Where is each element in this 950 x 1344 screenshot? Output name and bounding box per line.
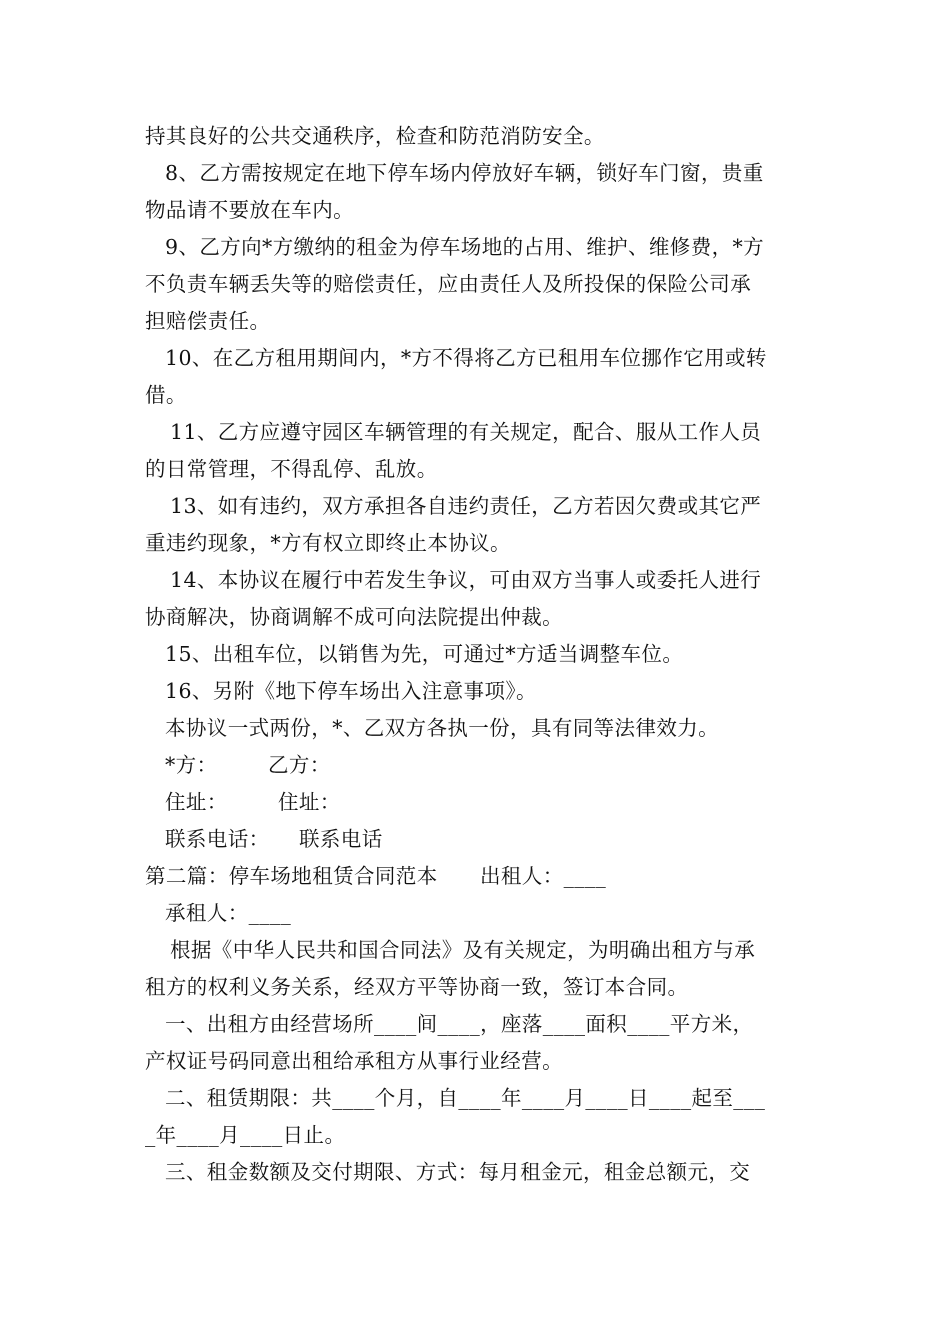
paragraph-line: 持其良好的公共交通秩序，检查和防范消防安全。 xyxy=(145,124,605,148)
clause-8-line: 8、乙方需按规定在地下停车场内停放好车辆，锁好车门窗，贵重 xyxy=(165,161,764,185)
clause-8-line: 物品请不要放在车内。 xyxy=(145,198,354,222)
clause-11-line: 的日常管理，不得乱停、乱放。 xyxy=(145,457,438,481)
clause-16-line: 16、另附《地下停车场出入注意事项》。 xyxy=(165,679,537,703)
clause-13-line: 重违约现象，*方有权立即终止本协议。 xyxy=(145,531,511,555)
party-a-label: *方： xyxy=(165,753,218,777)
preamble-line: 根据《中华人民共和国合同法》及有关规定，为明确出租方与承 xyxy=(170,938,756,962)
article-1-line: 产权证号码同意出租给承租方从事行业经营。 xyxy=(145,1049,563,1073)
address-label: 住址： xyxy=(165,790,228,814)
clause-10-line: 10、在乙方租用期间内，*方不得将乙方已租用车位挪作它用或转 xyxy=(165,346,767,370)
section-heading: 第二篇：停车场地租赁合同范本 xyxy=(145,864,438,888)
clause-15-line: 15、出租车位，以销售为先，可通过*方适当调整车位。 xyxy=(165,642,684,666)
phone-label: 联系电话 xyxy=(299,827,383,851)
article-2-line: _年____月____日止。 xyxy=(145,1123,346,1147)
party-b-label: 乙方： xyxy=(268,753,331,777)
copies-statement: 本协议一式两份，*、乙双方各执一份，具有同等法律效力。 xyxy=(165,716,720,740)
preamble-line: 租方的权利义务关系，经双方平等协商一致，签订本合同。 xyxy=(145,975,689,999)
clause-14-line: 协商解决，协商调解不成可向法院提出仲裁。 xyxy=(145,605,563,629)
clause-11-line: 11、乙方应遵守园区车辆管理的有关规定，配合、服从工作人员 xyxy=(170,420,762,444)
lessor-field: 出租人：____ xyxy=(480,864,607,888)
lessee-field: 承租人：____ xyxy=(165,901,292,925)
address-label: 住址： xyxy=(278,790,341,814)
clause-13-line: 13、如有违约，双方承担各自违约责任，乙方若因欠费或其它严 xyxy=(170,494,762,518)
clause-9-line: 不负责车辆丢失等的赔偿责任，应由责任人及所投保的保险公司承 xyxy=(145,272,752,296)
article-3-line: 三、租金数额及交付期限、方式：每月租金元，租金总额元，交 xyxy=(165,1160,751,1184)
clause-10-line: 借。 xyxy=(145,383,187,407)
article-2-line: 二、租赁期限：共____个月，自____年____月____日____起至___ xyxy=(165,1086,766,1110)
article-1-line: 一、出租方由经营场所____间____，座落____面积____平方米， xyxy=(165,1012,754,1036)
clause-9-line: 担赔偿责任。 xyxy=(145,309,271,333)
phone-label: 联系电话： xyxy=(165,827,270,851)
clause-14-line: 14、本协议在履行中若发生争议，可由双方当事人或委托人进行 xyxy=(170,568,762,592)
clause-9-line: 9、乙方向*方缴纳的租金为停车场地的占用、维护、维修费，*方 xyxy=(165,235,765,259)
